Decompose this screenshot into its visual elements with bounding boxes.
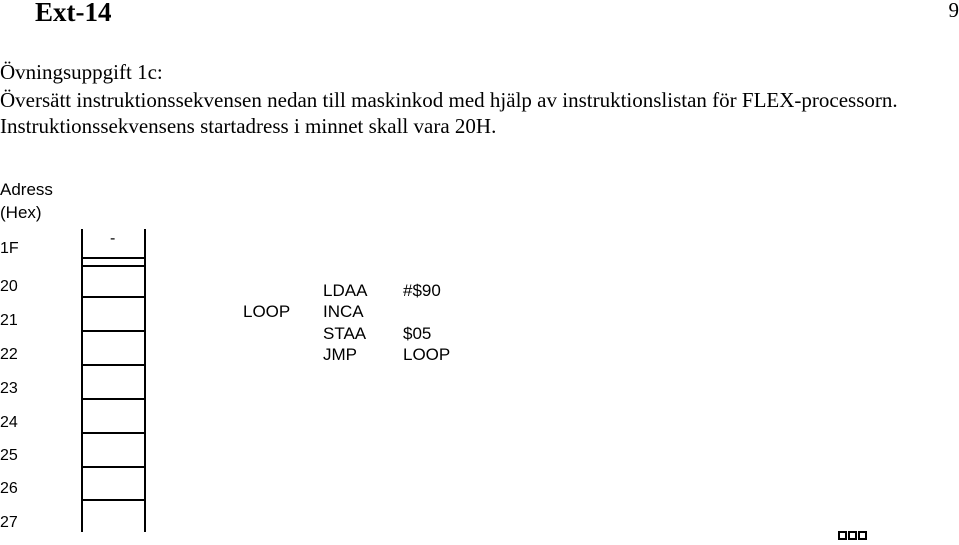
program-opcode: INCA xyxy=(323,302,364,322)
program-operand: $05 xyxy=(403,324,431,344)
memory-row-divider xyxy=(81,499,146,501)
exercise-instruction: Översätt instruktionssekvensen nedan till maskinkod med hjälp av instruktionslistan för FLEX-processorn. Instruktionssekvensens startadress i minnet skall vara 20H. xyxy=(0,87,955,139)
program-operand: LOOP xyxy=(403,345,450,365)
program-operand: #$90 xyxy=(403,281,441,301)
program-opcode: JMP xyxy=(323,345,357,365)
address-label: 23 xyxy=(0,380,18,398)
program-opcode: STAA xyxy=(323,324,366,344)
memory-row-divider xyxy=(81,330,146,332)
address-label: 27 xyxy=(0,514,18,532)
address-label: 21 xyxy=(0,312,18,330)
memory-table xyxy=(81,229,146,532)
program-label: LOOP xyxy=(243,302,290,322)
address-header-line2: (Hex) xyxy=(0,203,42,223)
memory-row-divider xyxy=(81,296,146,298)
memory-row-divider xyxy=(81,432,146,434)
address-label: 24 xyxy=(0,414,18,432)
memory-row-divider xyxy=(81,257,146,259)
exercise-heading: Övningsuppgift 1c: xyxy=(0,60,163,85)
memory-row-divider xyxy=(81,466,146,468)
memory-row-divider xyxy=(81,265,146,267)
page-number: 9 xyxy=(949,0,959,23)
program-opcode: LDAA xyxy=(323,281,367,301)
memory-top-mark: - xyxy=(110,230,115,248)
address-label: 20 xyxy=(0,278,18,296)
memory-row-divider xyxy=(81,398,146,400)
memory-table-left-border xyxy=(81,229,83,532)
address-label: 22 xyxy=(0,346,18,364)
memory-row-divider xyxy=(81,364,146,366)
footer-logo-icon xyxy=(838,527,878,539)
memory-table-right-border xyxy=(144,229,146,532)
header-title: Ext-14 xyxy=(35,0,112,28)
address-header-line1: Adress xyxy=(0,180,53,200)
address-label: 25 xyxy=(0,447,18,465)
address-label: 26 xyxy=(0,480,18,498)
address-label: 1F xyxy=(0,240,19,258)
